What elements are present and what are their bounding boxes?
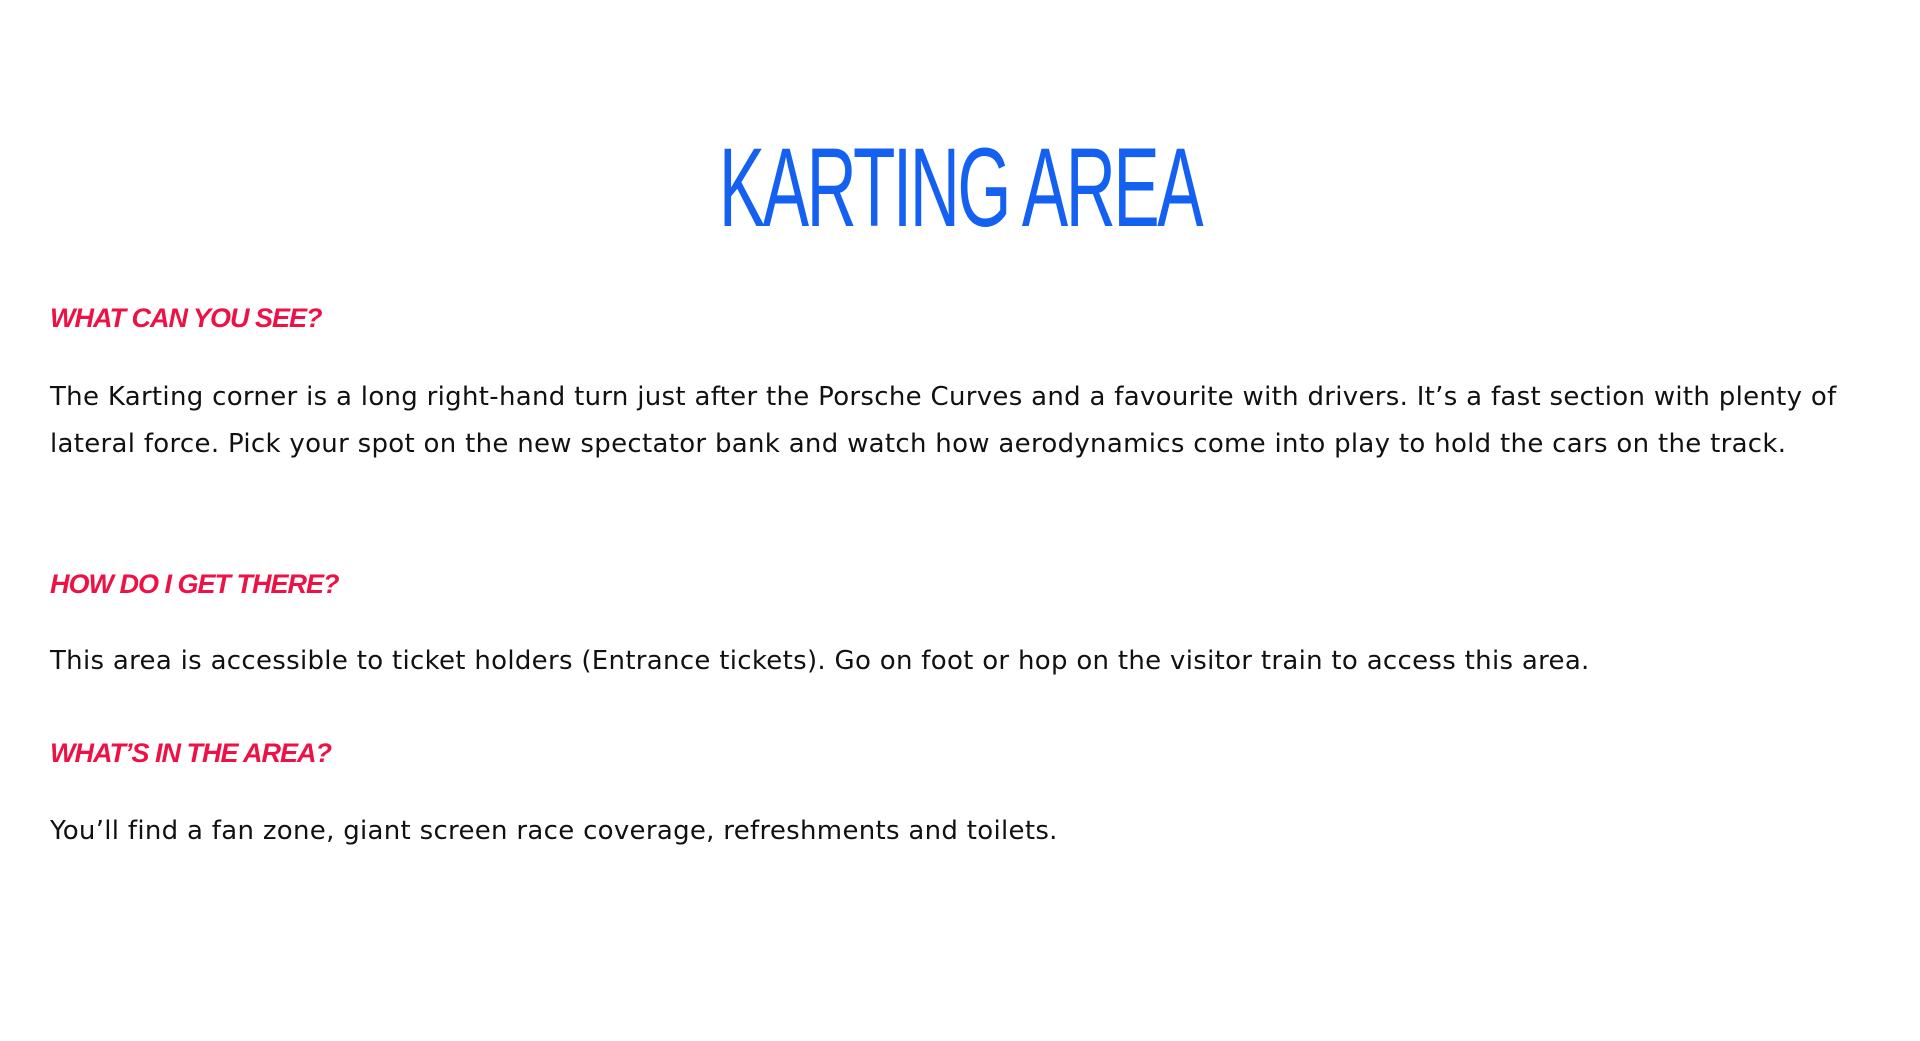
section-heading-whats-in-the-area: WHAT’S IN THE AREA? <box>50 738 331 768</box>
page-title: KARTING AREA <box>718 125 1202 250</box>
section-body-how-do-i-get-there: This area is accessible to ticket holders (Entrance tickets). Go on foot or hop on the visitor train to access this area. <box>50 646 1590 676</box>
section-body-whats-in-the-area: You’ll find a fan zone, giant screen race coverage, refreshments and toilets. <box>50 816 1058 846</box>
section-heading-how-do-i-get-there: HOW DO I GET THERE? <box>50 569 339 599</box>
section-heading-what-can-you-see: WHAT CAN YOU SEE? <box>50 303 322 333</box>
section-body-what-can-you-see: The Karting corner is a long right-hand turn just after the Porsche Curves and a favourite with drivers. It’s a fast section with plenty of lateral force. Pick your spot on the new spectator bank and watch how aerodynamics come into play to hold the cars on the track. <box>50 382 1837 459</box>
